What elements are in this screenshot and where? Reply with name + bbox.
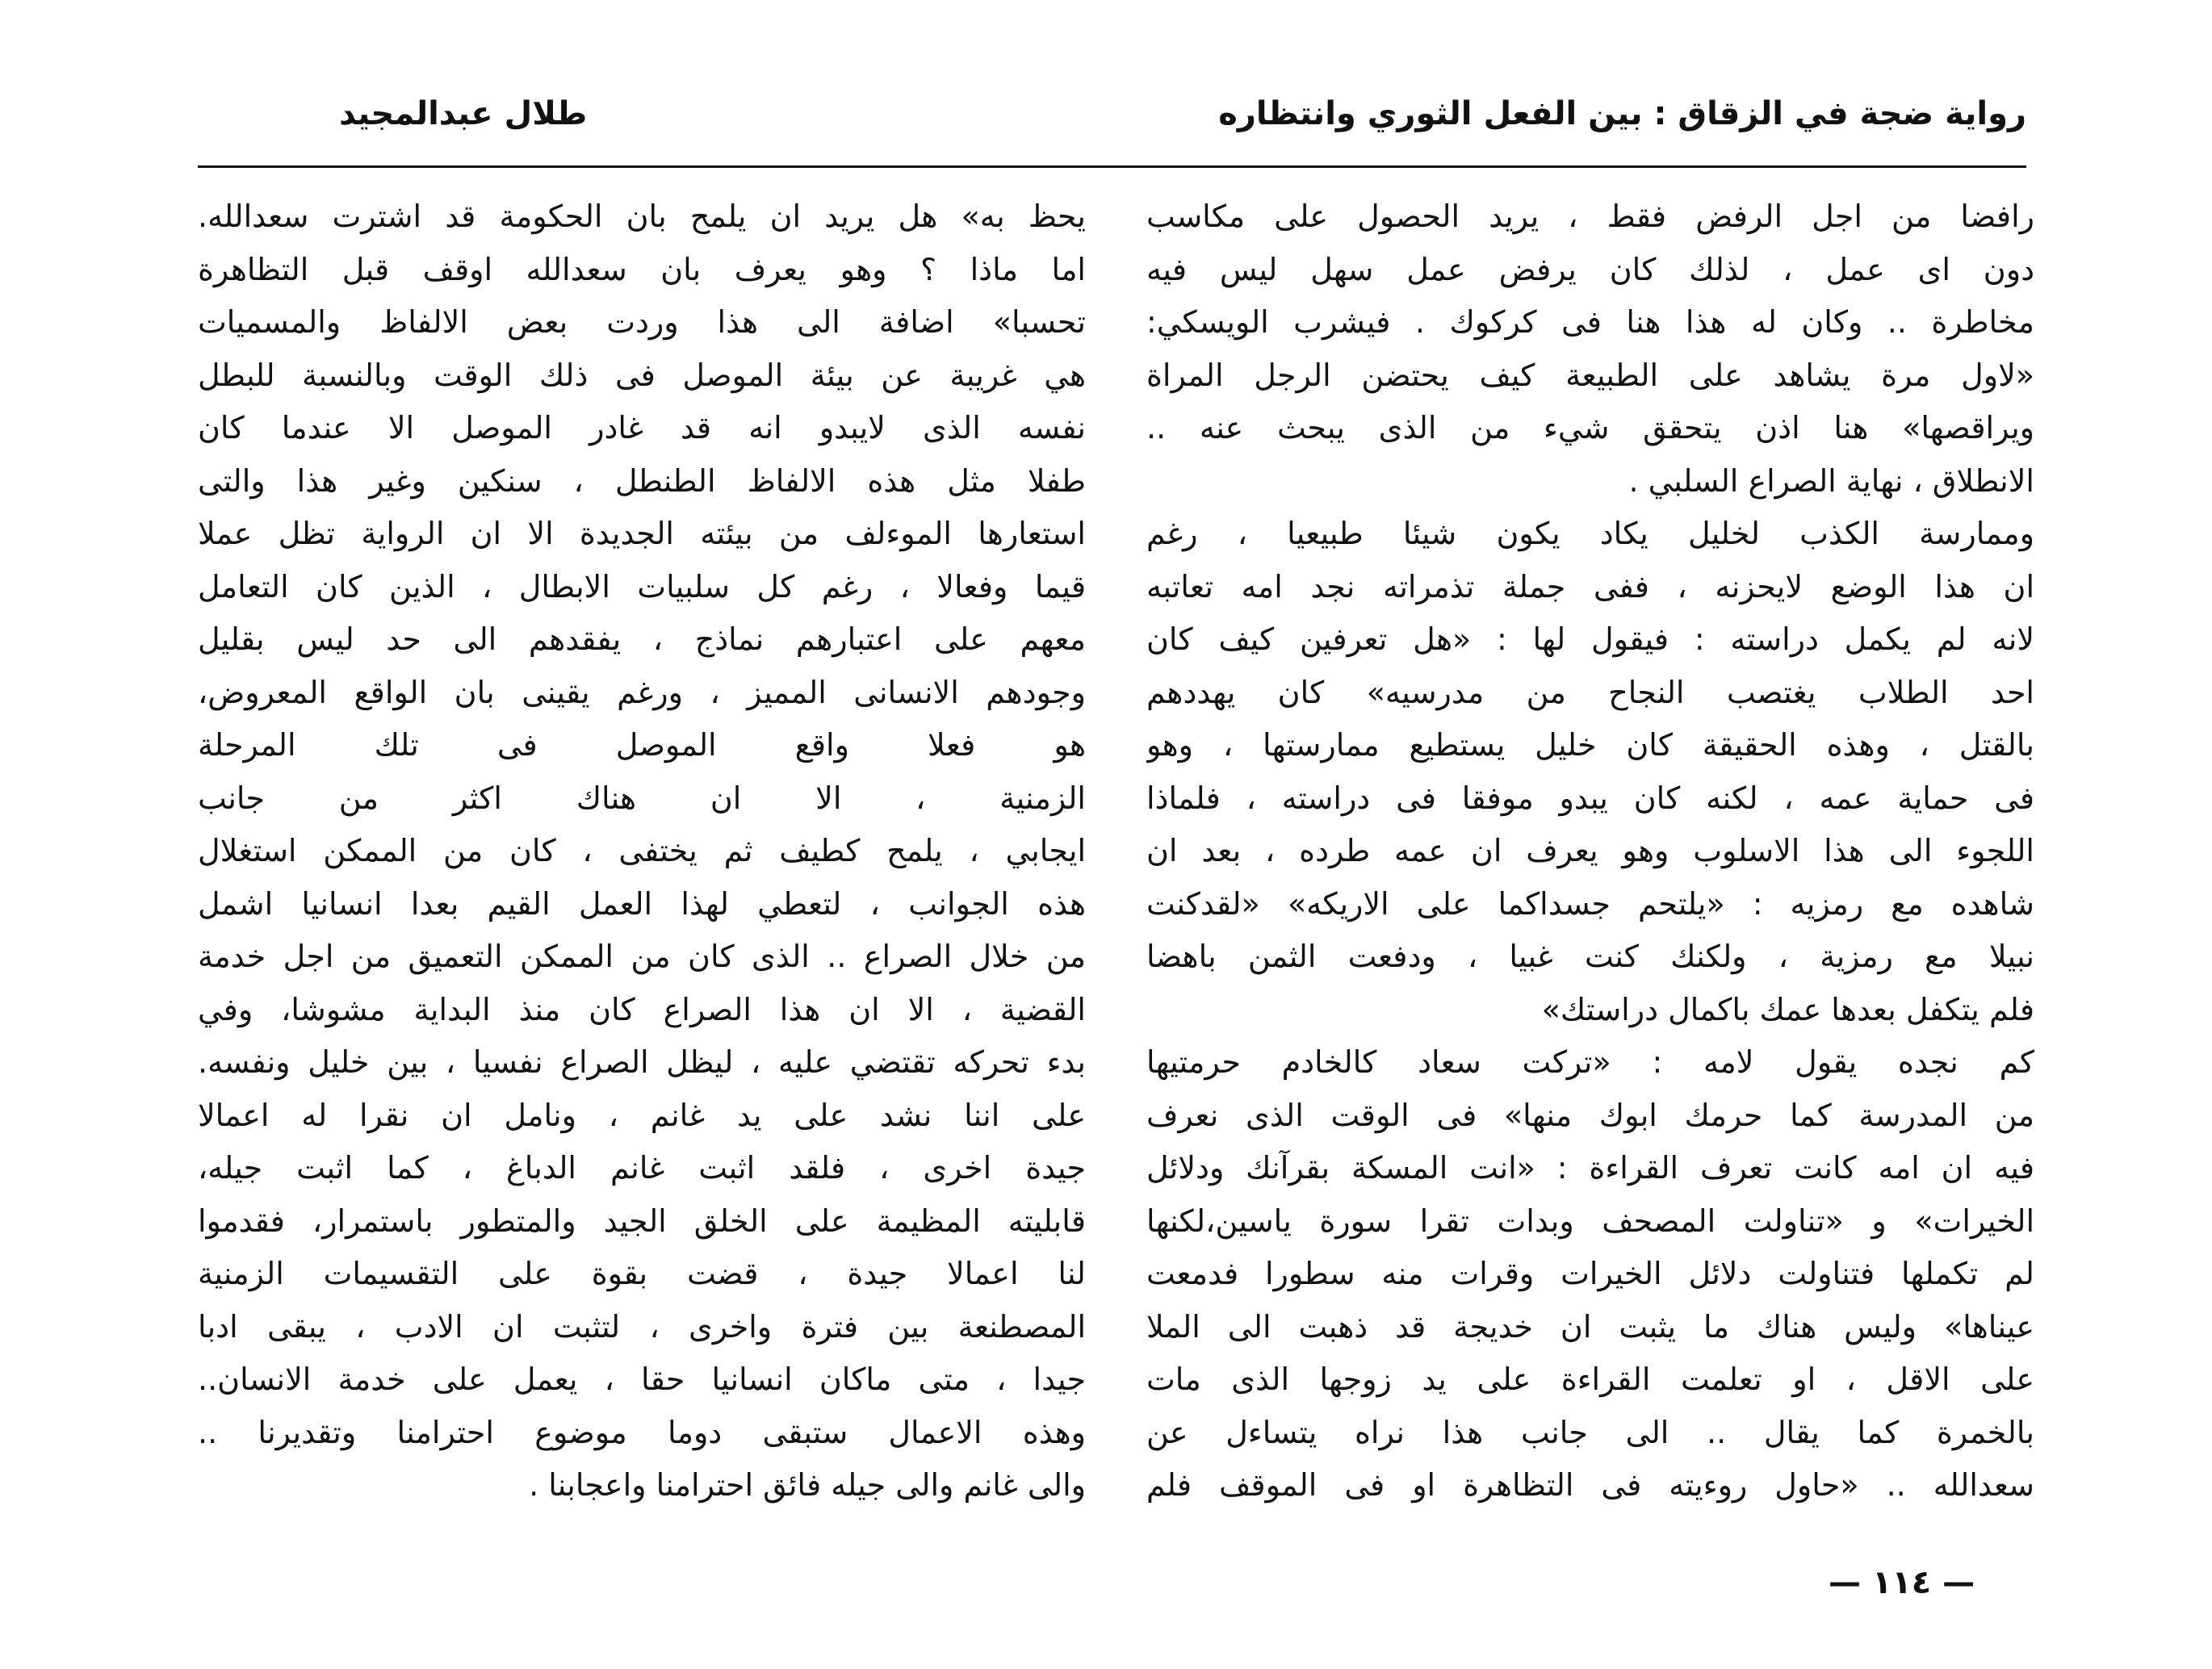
text-line: كم نجده يقول لامه : «تركت سعاد كالخادم حرمتيها — [1146, 1044, 2034, 1080]
text-line: مخاطرة .. وكان له هذا هنا فى كركوك . فيشرب الويسكي: — [1146, 304, 2034, 340]
author-name: طلال عبدالمجيد — [339, 95, 588, 132]
text-line: فيه ان امه كانت تعرف القراءة : «انت المسكة بقرآنك ودلائل — [1146, 1150, 2034, 1186]
right-column — [1146, 190, 2034, 1512]
text-line: «لاول مرة يشاهد على الطبيعة كيف يحتضن الرجل المراة — [1146, 357, 2034, 393]
text-line: ويراقصها» هنا اذن يتحقق شيء من الذى يبحث عنه .. — [1146, 410, 2034, 445]
text-line: يحظ به» هل يريد ان يلمح بان الحكومة قد اشترت سعدالله. — [198, 199, 1086, 234]
text-line: لم تكملها فتناولت دلائل الخيرات وقرات منه سطورا فدمعت — [1146, 1256, 2034, 1291]
text-line: شاهده مع رمزيه : «يلتحم جسداكما على الاريكه» «لقدكنت — [1146, 885, 2034, 922]
left-column — [198, 190, 1086, 1512]
text-line: ايجابي ، يلمح كطيف ثم يختفى ، كان من الممكن استغلال — [198, 833, 1086, 868]
text-line: هي غريبة عن بيئة الموصل فى ذلك الوقت وبالنسبة للبطل — [198, 357, 1086, 393]
text-line: هو فعلا واقع الموصل فى تلك المرحلة — [198, 727, 1086, 763]
text-line: الزمنية ، الا ان هناك اكثر من جانب — [198, 780, 1086, 816]
text-line: بدء تحركه تقتضي عليه ، ليظل الصراع نفسيا ، بين خليل ونفسه. — [198, 1044, 1086, 1080]
text-line: بالخمرة كما يقال .. الى جانب هذا نراه يتساءل عن — [1146, 1414, 2034, 1450]
text-line: قابليته المظيمة على الخلق الجيد والمتطور باستمرار، فقدموا — [198, 1203, 1086, 1239]
text-line: اللجوء الى هذا الاسلوب وهو يعرف ان عمه طرده ، بعد ان — [1146, 833, 2034, 868]
text-line: لانه لم يكمل دراسته : فيقول لها : «هل تعرفين كيف كان — [1146, 621, 2034, 657]
text-line: تحسبا» اضافة الى هذا وردت بعض الالفاظ والمسميات — [198, 304, 1086, 340]
text-line: فلم يتكفل بعدها عمك باكمال دراستك» — [1541, 991, 2034, 1027]
text-line: القضية ، الا ان هذا الصراع كان منذ البداية مشوشا، وفي — [198, 991, 1086, 1027]
text-line: احد الطلاب يغتصب النجاح من مدرسيه» كان يهددهم — [1146, 674, 2034, 710]
text-line: دون اى عمل ، لذلك كان يرفض عمل سهل ليس فيه — [1146, 251, 2034, 287]
text-line: عيناها» وليس هناك ما يثبت ان خديجة قد ذهبت الى الملا — [1146, 1308, 2034, 1345]
text-line: جيدة اخرى ، فلقد اثبت غانم الدباغ ، كما اثبت جيله، — [198, 1150, 1086, 1186]
page-number: — ١١٤ — — [1829, 1564, 1975, 1601]
text-line: وجودهم الانسانى المميز ، ورغم يقينى بان الواقع المعروض، — [198, 674, 1086, 710]
article-title: رواية ضجة في الزقاق : بين الفعل الثوري وانتظاره — [1218, 95, 2026, 132]
text-line: ان هذا الوضع لايحزنه ، ففى جملة تذمراته نجد امه تعاتبه — [1146, 568, 2034, 604]
text-line: على اننا نشد على يد غانم ، ونامل ان نقرا له اعمالا — [198, 1097, 1086, 1133]
text-line: بالقتل ، وهذه الحقيقة كان خليل يستطيع ممارستها ، وهو — [1146, 727, 2034, 763]
text-line: معهم على اعتبارهم نماذج ، يفقدهم الى حد ليس بقليل — [198, 621, 1086, 657]
text-line: وممارسة الكذب لخليل يكاد يكون شيئا طبيعيا ، رغم — [1146, 516, 2034, 551]
text-line: من المدرسة كما حرمك ابوك منها» فى الوقت الذى نعرف — [1146, 1097, 2034, 1133]
text-line: الانطلاق ، نهاية الصراع السلبي . — [1628, 462, 2034, 499]
text-line: رافضا من اجل الرفض فقط ، يريد الحصول على مكاسب — [1146, 199, 2034, 234]
text-line: اما ماذا ؟ وهو يعرف بان سعدالله اوقف قبل التظاهرة — [198, 251, 1086, 287]
text-line: جيدا ، متى ماكان انسانيا حقا ، يعمل على خدمة الانسان.. — [198, 1362, 1086, 1397]
text-line: المصطنعة بين فترة واخرى ، لتثبت ان الادب ، يبقى ادبا — [198, 1308, 1086, 1345]
header-rule-left — [198, 165, 1086, 168]
text-line: هذه الجوانب ، لتعطي لهذا العمل القيم بعدا انسانيا اشمل — [198, 885, 1086, 922]
text-line: نفسه الذى لايبدو انه قد غادر الموصل الا عندما كان — [198, 410, 1086, 445]
text-line: من خلال الصراع .. الذى كان من الممكن التعميق من اجل خدمة — [198, 939, 1086, 974]
text-line: فى حماية عمه ، لكنه كان يبدو موفقا فى دراسته ، فلماذا — [1146, 780, 2034, 816]
text-line: لنا اعمالا جيدة ، قضت بقوة على التقسيمات الزمنية — [198, 1256, 1086, 1291]
text-line: وهذه الاعمال ستبقى دوما موضوع احترامنا وتقديرنا .. — [198, 1414, 1086, 1450]
text-line: الخيرات» و «تناولت المصحف وبدات تقرا سورة ياسين،لكنها — [1146, 1203, 2034, 1239]
text-line: سعدالله .. «حاول روءيته فى التظاهرة او فى الموقف فلم — [1146, 1467, 2034, 1503]
text-line: قيما وفعالا ، رغم كل سلبيات الابطال ، الذين كان التعامل — [198, 568, 1086, 604]
text-line: نبيلا مع رمزية ، ولكنك كنت غبيا ، ودفعت الثمن باهضا — [1146, 939, 2034, 974]
text-line: استعارها الموءلف من بيئته الجديدة الا ان الرواية تظل عملا — [198, 516, 1086, 551]
text-line: طفلا مثل هذه الالفاظ الطنطل ، سنكين وغير هذا والتى — [198, 462, 1086, 499]
text-line: على الاقل ، او تعلمت القراءة على يد زوجها الذى مات — [1146, 1362, 2034, 1397]
text-line: والى غانم والى جيله فائق احترامنا واعجابنا . — [529, 1467, 1086, 1503]
